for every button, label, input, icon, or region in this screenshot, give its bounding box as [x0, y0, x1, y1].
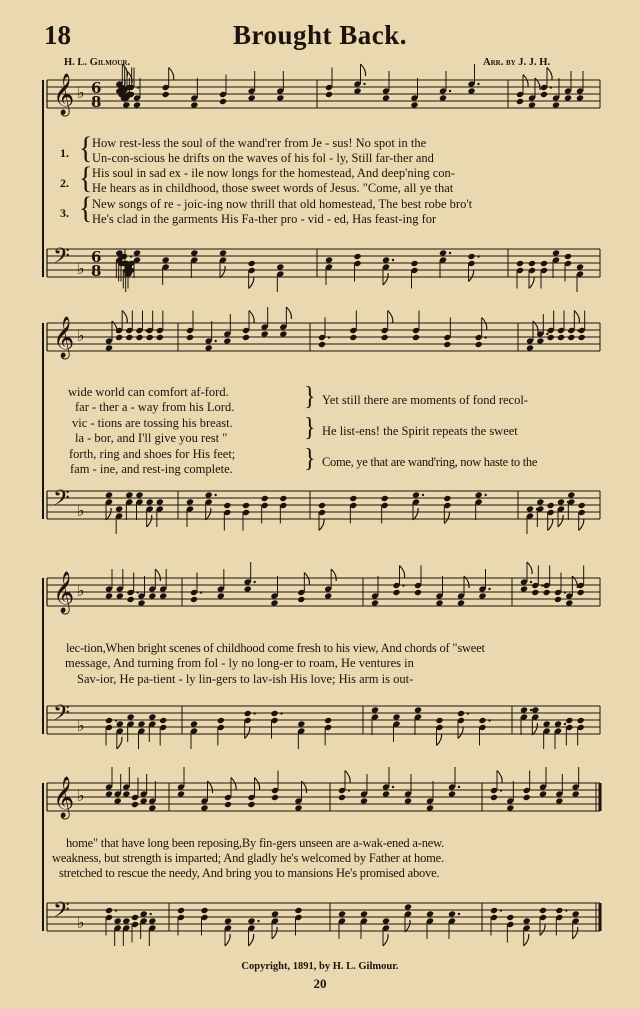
note-head — [115, 334, 123, 341]
note-flag — [249, 311, 254, 323]
flat-icon: ♭ — [77, 786, 85, 805]
note-head — [223, 502, 231, 509]
note-head — [156, 334, 164, 341]
note-flag — [413, 508, 418, 520]
treble-clef-icon: 𝄞 — [53, 572, 75, 613]
dot-marker — [422, 494, 424, 496]
dot-marker — [214, 494, 216, 496]
treble-clef-icon: 𝄞 — [53, 317, 75, 358]
flat-icon: ♭ — [77, 259, 85, 278]
lyric-line: lec-tion,When bright scenes of childhood come fresh to his view, And chords of "sweet — [66, 641, 485, 655]
note-flag — [286, 307, 291, 319]
note-head — [565, 717, 573, 724]
note-head — [410, 260, 418, 267]
note-head — [457, 710, 465, 717]
note-flag — [225, 934, 230, 946]
note-flag — [206, 508, 211, 520]
note-head — [261, 495, 269, 502]
dot-marker — [458, 913, 460, 915]
time-signature: 6 — [91, 248, 102, 266]
note-head — [531, 589, 539, 596]
note-head — [528, 260, 536, 267]
note-head — [506, 914, 514, 921]
note-head — [105, 907, 113, 914]
note-head — [186, 334, 194, 341]
note-head — [294, 907, 302, 914]
note-head — [131, 914, 139, 921]
note-head — [242, 334, 250, 341]
note-flag — [547, 68, 552, 80]
note-head — [523, 794, 531, 801]
note-head — [443, 341, 451, 348]
lyric-line: Come, ye that are wand'ring, now haste to the — [322, 455, 538, 469]
note-head — [381, 334, 389, 341]
note-head — [540, 91, 548, 98]
arranger-credit: Arr. by J. J. H. — [483, 57, 551, 68]
note-head — [516, 98, 524, 105]
treble-clef-icon: 𝄞 — [53, 74, 75, 115]
note-head — [125, 334, 133, 341]
dot-marker — [564, 723, 566, 725]
time-signature: 8 — [91, 93, 102, 111]
note-head — [219, 98, 227, 105]
note-flag — [249, 934, 254, 946]
verse-brace: } — [304, 382, 316, 412]
bass-clef-icon: 𝄢 — [53, 701, 70, 731]
lyric-line: wide world can comfort af-ford. — [68, 385, 229, 399]
lyric-line: la - bor, and I'll give you rest " — [75, 431, 228, 445]
note-flag — [579, 519, 584, 531]
note-head — [435, 717, 443, 724]
note-flag — [540, 924, 545, 936]
verse-brace: { — [79, 131, 93, 166]
dot-marker — [402, 584, 404, 586]
note-flag — [245, 727, 250, 739]
note-flag — [574, 311, 579, 323]
dot-marker — [449, 90, 451, 92]
note-flag — [383, 273, 388, 285]
time-signature: 8 — [91, 262, 102, 280]
note-head — [412, 334, 420, 341]
note-flag — [388, 311, 393, 323]
note-head — [270, 710, 278, 717]
note-head — [554, 596, 562, 603]
note-head — [242, 502, 250, 509]
note-flag — [319, 519, 324, 531]
dot-marker — [137, 86, 139, 88]
dot-marker — [530, 709, 532, 711]
dot-marker — [253, 581, 255, 583]
note-head — [564, 253, 572, 260]
note-head — [540, 260, 548, 267]
lyric-line: vic - tions are tossing his breast. — [72, 416, 233, 430]
note-head — [325, 91, 333, 98]
note-head — [490, 907, 498, 914]
page-number: 20 — [313, 976, 327, 991]
note-head — [516, 260, 524, 267]
note-head — [244, 710, 252, 717]
flat-icon: ♭ — [77, 326, 85, 345]
note-head — [135, 334, 143, 341]
note-head — [177, 907, 185, 914]
dot-marker — [488, 719, 490, 721]
bass-clef-icon: 𝄢 — [53, 244, 70, 274]
dot-marker — [328, 336, 330, 338]
note-flag — [400, 566, 405, 578]
lyric-line: He hears as in childhood, those sweet words of Jesus. "Come, all ye that — [92, 181, 454, 195]
note-flag — [497, 771, 502, 783]
dot-marker — [484, 336, 486, 338]
bass-clef-icon: 𝄢 — [53, 898, 70, 928]
note-head — [247, 801, 255, 808]
note-head — [297, 596, 305, 603]
note-flag — [573, 927, 578, 939]
verse-number-2: 2. — [60, 176, 69, 190]
note-head — [318, 502, 326, 509]
bass-clef-icon: 𝄢 — [53, 486, 70, 516]
note-head — [414, 589, 422, 596]
dot-marker — [392, 259, 394, 261]
flat-icon: ♭ — [77, 501, 85, 520]
dot-marker — [136, 591, 138, 593]
words-credit: H. L. Gilmour. — [64, 57, 131, 68]
note-flag — [558, 515, 563, 527]
note-head — [324, 717, 332, 724]
note-head — [543, 589, 551, 596]
note-head — [200, 907, 208, 914]
note-flag — [169, 68, 174, 80]
note-flag — [361, 64, 366, 76]
note-flag — [272, 927, 277, 939]
note-flag — [458, 727, 463, 739]
dot-marker — [257, 920, 259, 922]
note-flag — [345, 771, 350, 783]
note-head — [131, 801, 139, 808]
lyric-line: How rest-less the soul of the wand'rer from Je - sus! No spot in the — [92, 136, 427, 150]
lyric-line: Yet still there are moments of fond recol- — [322, 393, 528, 407]
copyright-notice: Copyright, 1891, by H. L. Gilmour. — [241, 961, 399, 972]
dot-marker — [392, 786, 394, 788]
note-flag — [122, 311, 127, 323]
dot-marker — [149, 913, 151, 915]
dot-marker — [115, 909, 117, 911]
note-flag — [383, 934, 388, 946]
verse-number-1: 1. — [60, 146, 69, 160]
dot-marker — [200, 591, 202, 593]
lyric-line: fam - ine, and rest-ing complete. — [70, 462, 233, 476]
verse-brace: { — [79, 161, 93, 196]
note-head — [539, 907, 547, 914]
flat-icon: ♭ — [77, 913, 85, 932]
lyric-line: stretched to rescue the needy, And bring you to mansions He's promised above. — [59, 866, 440, 880]
note-flag — [147, 515, 152, 527]
note-head — [248, 260, 256, 267]
note-head — [478, 717, 486, 724]
dot-marker — [280, 712, 282, 714]
dot-marker — [348, 789, 350, 791]
note-head — [318, 341, 326, 348]
note-head — [557, 334, 565, 341]
flat-icon: ♭ — [77, 581, 85, 600]
dot-marker — [546, 333, 548, 335]
flat-icon: ♭ — [77, 83, 85, 102]
dot-marker — [467, 712, 469, 714]
note-head — [127, 596, 135, 603]
note-flag — [532, 723, 537, 735]
dot-marker — [115, 719, 117, 721]
lyric-line: forth, ring and shoes for His feet; — [69, 447, 236, 461]
lyric-line: weakness, but strength is imparted; And gladly he's welcomed by Father at home. — [52, 851, 444, 865]
dot-marker — [477, 83, 479, 85]
note-flag — [220, 266, 225, 278]
note-flag — [437, 734, 442, 746]
note-flag — [529, 277, 534, 289]
verse-number-3: 3. — [60, 206, 69, 220]
note-head — [443, 495, 451, 502]
note-head — [349, 495, 357, 502]
dot-marker — [488, 588, 490, 590]
note-head — [490, 794, 498, 801]
lyric-line: message, And turning from fol - ly no long-er to roam, He ventures in — [65, 656, 414, 670]
lyric-line: home" that have long been reposing,By fin-gers unseen are a-wak-ened a-new. — [66, 836, 445, 850]
verse-brace: } — [304, 444, 316, 474]
verse-brace: { — [79, 191, 93, 226]
dot-marker — [449, 252, 451, 254]
dot-marker — [530, 581, 532, 583]
lyric-line: far - ther a - way from his Lord. — [75, 400, 235, 414]
note-head — [224, 801, 232, 808]
note-flag — [524, 934, 529, 946]
time-signature: 6 — [91, 79, 102, 97]
note-flag — [155, 569, 160, 581]
dot-marker — [500, 909, 502, 911]
note-head — [353, 253, 361, 260]
treble-clef-icon: 𝄞 — [53, 777, 75, 818]
note-head — [381, 495, 389, 502]
note-flag — [106, 508, 111, 520]
dot-marker — [130, 255, 132, 257]
note-head — [547, 502, 555, 509]
note-flag — [249, 277, 254, 289]
note-head — [567, 334, 575, 341]
dot-marker — [500, 789, 502, 791]
hymn-title: Brought Back. — [232, 20, 408, 50]
lyric-line: Sav-ior, He pa-tient - ly lin-gers to lav-ish His love; His arm is out- — [77, 672, 414, 686]
note-flag — [331, 569, 336, 581]
dot-marker — [477, 255, 479, 257]
note-head — [555, 907, 563, 914]
dot-marker — [564, 591, 566, 593]
note-head — [467, 253, 475, 260]
dot-marker — [550, 86, 552, 88]
note-head — [217, 717, 225, 724]
note-head — [577, 717, 585, 724]
note-flag — [548, 519, 553, 531]
note-head — [349, 334, 357, 341]
note-head — [105, 717, 113, 724]
verse-brace: } — [304, 413, 316, 443]
note-flag — [469, 270, 474, 282]
note-flag — [527, 562, 532, 574]
lyric-line: His soul in sad ex - ile now longs for the homestead, And deep'ning con- — [92, 166, 455, 180]
note-flag — [117, 737, 122, 749]
lyric-line: He list-ens! the Spirit repeats the sweet — [322, 424, 518, 438]
note-head — [279, 495, 287, 502]
note-flag — [405, 920, 410, 932]
lyric-line: He's clad in the garments His Fa-ther pro - vid - ed, Has feast-ing for — [92, 212, 437, 226]
dot-marker — [214, 340, 216, 342]
dot-marker — [484, 494, 486, 496]
note-head — [159, 717, 167, 724]
note-head — [338, 794, 346, 801]
note-head — [577, 589, 585, 596]
hymn-number: 18 — [44, 20, 71, 50]
dot-marker — [565, 909, 567, 911]
note-head — [146, 334, 154, 341]
lyric-line: Un-con-scious he drifts on the waves of his fol - ly, Still far-ther and — [92, 151, 434, 165]
lyric-line: New songs of re - joic-ing now thrill that old homestead, The best robe bro't — [92, 197, 473, 211]
note-head — [162, 91, 170, 98]
note-head — [578, 502, 586, 509]
note-head — [578, 334, 586, 341]
note-head — [392, 589, 400, 596]
note-head — [271, 794, 279, 801]
dot-marker — [253, 712, 255, 714]
flat-icon: ♭ — [77, 716, 85, 735]
note-head — [190, 596, 198, 603]
note-head — [475, 341, 483, 348]
dot-marker — [458, 786, 460, 788]
note-flag — [444, 512, 449, 524]
dot-marker — [363, 83, 365, 85]
dot-marker — [541, 584, 543, 586]
